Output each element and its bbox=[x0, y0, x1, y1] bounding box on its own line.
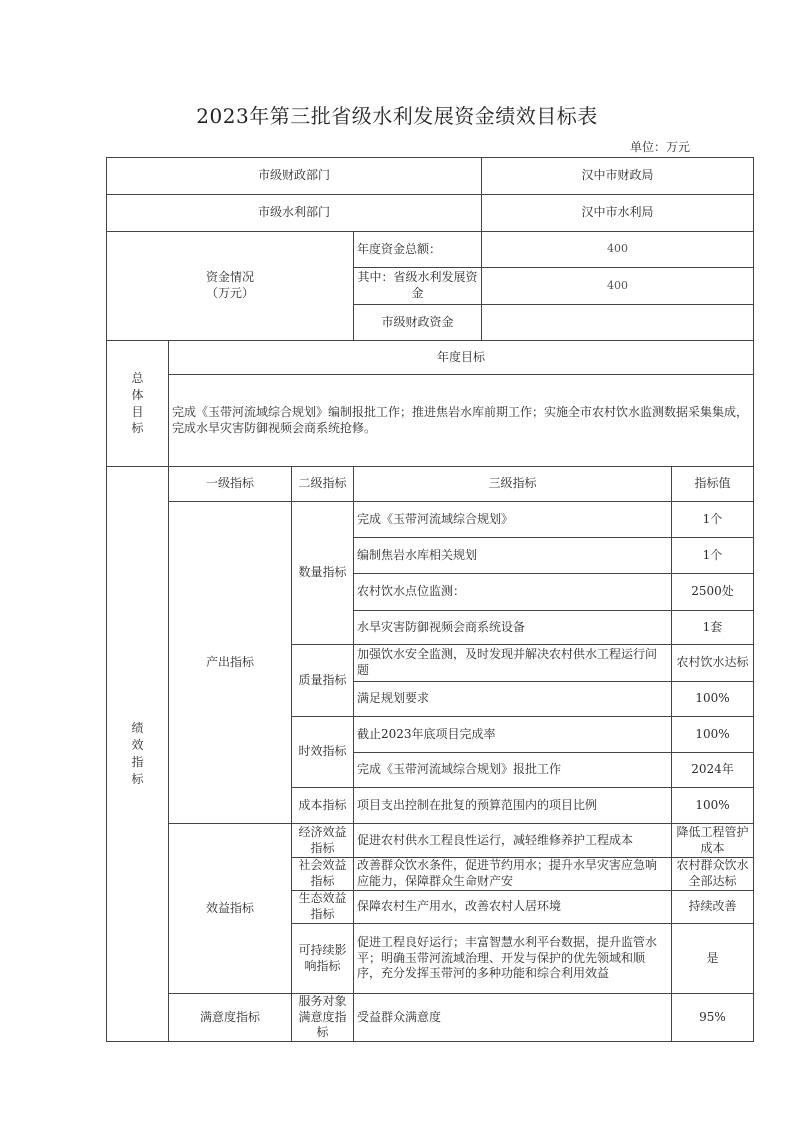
sustainable-indicator-label: 可持续影响指标 bbox=[292, 924, 354, 994]
col-level1: 一级指标 bbox=[169, 467, 292, 502]
funds-label-line2: （万元） bbox=[205, 286, 254, 300]
indicator-value: 95% bbox=[672, 994, 754, 1042]
indicator-cell: 完成《玉带河流域综合规划》 bbox=[354, 502, 672, 538]
performance-label: 绩 效 指 标 bbox=[107, 467, 169, 1042]
funds-total-label: 年度资金总额： bbox=[354, 232, 482, 268]
col-level2: 二级指标 bbox=[292, 467, 354, 502]
funds-provincial-label: 其中：省级水利发展资金 bbox=[354, 268, 482, 305]
funds-city-label: 市级财政资金 bbox=[354, 305, 482, 341]
quantity-indicator-label: 数量指标 bbox=[292, 502, 354, 645]
page-title: 2023年第三批省级水利发展资金绩效目标表 bbox=[196, 104, 598, 128]
performance-target-table bbox=[106, 157, 754, 1042]
overall-goal-label: 总 体 目 标 bbox=[107, 341, 169, 467]
indicator-value: 降低工程管护成本 bbox=[672, 824, 754, 858]
output-indicator-label: 产出指标 bbox=[169, 502, 292, 824]
service-satisfaction-label: 服务对象满意度指标 bbox=[292, 994, 354, 1042]
indicator-cell: 满足规划要求 bbox=[354, 682, 672, 717]
funds-label bbox=[107, 232, 354, 341]
timeliness-indicator-label: 时效指标 bbox=[292, 717, 354, 788]
annual-goal-header: 年度目标 bbox=[169, 341, 754, 375]
indicator-value: 1个 bbox=[672, 538, 754, 574]
indicator-value: 100% bbox=[672, 788, 754, 824]
indicator-cell: 水旱灾害防御视频会商系统设备 bbox=[354, 611, 672, 645]
water-dept-label: 市级水利部门 bbox=[107, 195, 482, 232]
indicator-value: 100% bbox=[672, 682, 754, 717]
indicator-cell: 保障农村生产用水，改善农村人居环境 bbox=[354, 891, 672, 924]
indicator-cell: 农村饮水点位监测： bbox=[354, 574, 672, 611]
indicator-cell: 加强饮水安全监测，及时发现并解决农村供水工程运行问题 bbox=[354, 645, 672, 682]
indicator-value: 持续改善 bbox=[672, 891, 754, 924]
ecological-indicator-label: 生态效益指标 bbox=[292, 891, 354, 924]
benefit-indicator-label: 效益指标 bbox=[169, 824, 292, 994]
funds-provincial-value: 400 bbox=[482, 268, 754, 305]
indicator-value: 2500处 bbox=[672, 574, 754, 611]
indicator-value: 农村群众饮水全部达标 bbox=[672, 858, 754, 891]
indicator-cell: 促进农村供水工程良性运行，减轻维修养护工程成本 bbox=[354, 824, 672, 858]
quality-indicator-label: 质量指标 bbox=[292, 645, 354, 717]
indicator-cell: 改善群众饮水条件，促进节约用水；提升水旱灾害应急响应能力，保障群众生命财产安 bbox=[354, 858, 672, 891]
col-value: 指标值 bbox=[672, 467, 754, 502]
economic-indicator-label: 经济效益指标 bbox=[292, 824, 354, 858]
indicator-value: 2024年 bbox=[672, 753, 754, 788]
finance-dept-label: 市级财政部门 bbox=[107, 158, 482, 195]
water-dept-value: 汉中市水利局 bbox=[482, 195, 754, 232]
indicator-value: 1套 bbox=[672, 611, 754, 645]
indicator-value: 100% bbox=[672, 717, 754, 753]
cost-indicator-label: 成本指标 bbox=[292, 788, 354, 824]
indicator-value: 1个 bbox=[672, 502, 754, 538]
indicator-value: 农村饮水达标 bbox=[672, 645, 754, 682]
indicator-cell: 编制焦岩水库相关规划 bbox=[354, 538, 672, 574]
indicator-cell: 促进工程良好运行；丰富智慧水利平台数据，提升监管水平；明确玉带河流域治理、开发与保护的优先领域和顺序，充分发挥玉带河的多种功能和综合利用效益 bbox=[354, 924, 672, 994]
finance-dept-value: 汉中市财政局 bbox=[482, 158, 754, 195]
col-level3: 三级指标 bbox=[354, 467, 672, 502]
social-indicator-label: 社会效益指标 bbox=[292, 858, 354, 891]
indicator-cell: 项目支出控制在批复的预算范围内的项目比例 bbox=[354, 788, 672, 824]
funds-label-line1: 资金情况 bbox=[205, 270, 254, 285]
funds-total-value: 400 bbox=[482, 232, 754, 268]
indicator-cell: 截止2023年底项目完成率 bbox=[354, 717, 672, 753]
annual-goal-text: 完成《玉带河流域综合规划》编制报批工作；推进焦岩水库前期工作；实施全市农村饮水监测数据采集集成，完成水旱灾害防御视频会商系统抢修。 bbox=[169, 375, 754, 467]
indicator-value: 是 bbox=[672, 924, 754, 994]
indicator-cell: 完成《玉带河流域综合规划》报批工作 bbox=[354, 753, 672, 788]
unit-label: 单位：万元 bbox=[629, 140, 690, 154]
indicator-cell: 受益群众满意度 bbox=[354, 994, 672, 1042]
funds-city-value bbox=[482, 305, 754, 341]
satisfaction-indicator-label: 满意度指标 bbox=[169, 994, 292, 1042]
